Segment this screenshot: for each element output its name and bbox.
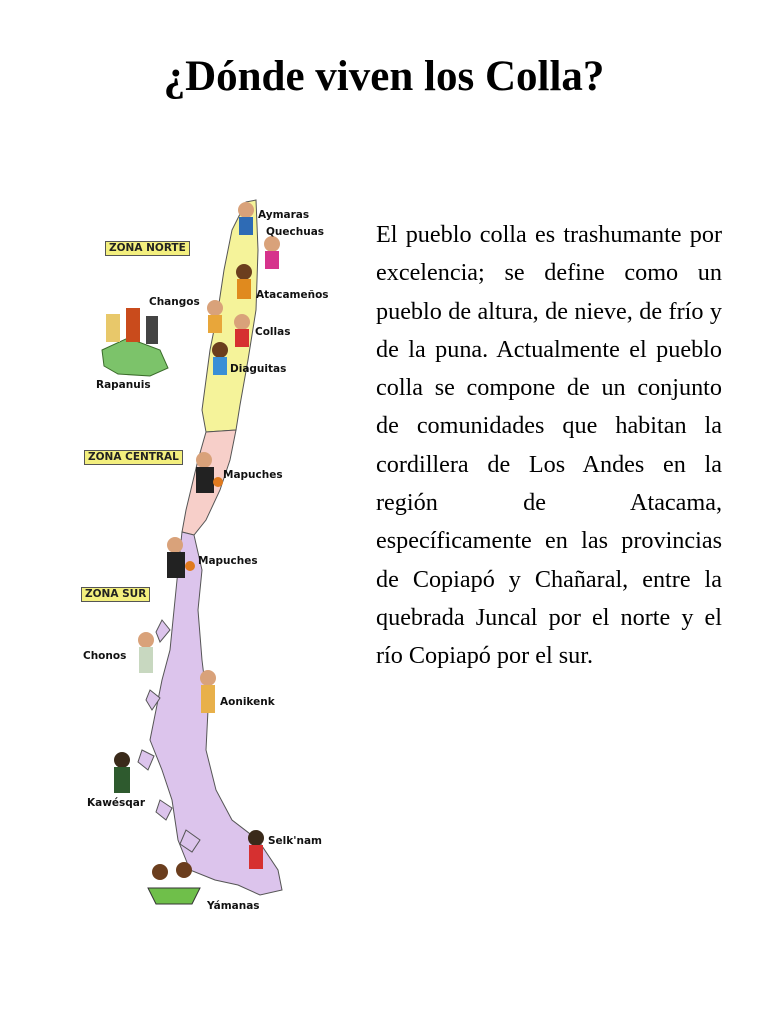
label-changos: Changos <box>149 296 200 308</box>
figure-changos <box>207 300 223 333</box>
label-quechuas: Quechuas <box>266 226 325 238</box>
page-title: ¿Dónde viven los Colla? <box>163 53 605 100</box>
figure-aymaras <box>238 202 254 235</box>
zona-central-label: ZONA CENTRAL <box>84 450 183 465</box>
label-mapuches-central: Mapuches <box>223 469 283 481</box>
label-diaguitas: Diaguitas <box>230 363 287 375</box>
zona-sur-label: ZONA SUR <box>81 587 150 602</box>
figure-atacamenos <box>236 264 252 299</box>
figure-chonos <box>138 632 154 673</box>
description-paragraph: El pueblo colla es trashumante por excelencia; se define como un pueblo de altura, de nieve, de frío y de la puna. Actualmente el pueblo colla se compone de un conjunto de comunidades que habitan la cordillera de Los Andes en la región de Atacama, específicamente en las provincias de Copiapó y Chañaral, entre la quebrada Juncal por el norte y el río Copiapó por el sur. <box>376 221 722 670</box>
figure-diaguitas <box>212 342 228 375</box>
figure-rapanuis <box>106 308 158 344</box>
zona-norte-label: ZONA NORTE <box>105 241 190 256</box>
map-rapanui-island <box>102 338 168 376</box>
label-aymaras: Aymaras <box>258 209 310 221</box>
label-yamanas: Yámanas <box>207 900 260 912</box>
label-kawesqar: Kawésqar <box>87 797 146 809</box>
label-selknam: Selk'nam <box>268 835 322 847</box>
label-collas: Collas <box>255 326 291 338</box>
label-mapuches-sur: Mapuches <box>198 555 258 567</box>
label-atacamenos: Atacameños <box>256 289 329 301</box>
label-aonikenk: Aonikenk <box>220 696 275 708</box>
label-rapanuis: Rapanuis <box>96 379 151 391</box>
figure-collas <box>234 314 250 347</box>
figure-quechuas <box>264 236 280 269</box>
figure-selknam <box>248 830 264 869</box>
chile-map <box>10 190 370 920</box>
figure-kawesqar <box>114 752 130 793</box>
label-chonos: Chonos <box>83 650 127 662</box>
figure-aonikenk <box>200 670 216 713</box>
